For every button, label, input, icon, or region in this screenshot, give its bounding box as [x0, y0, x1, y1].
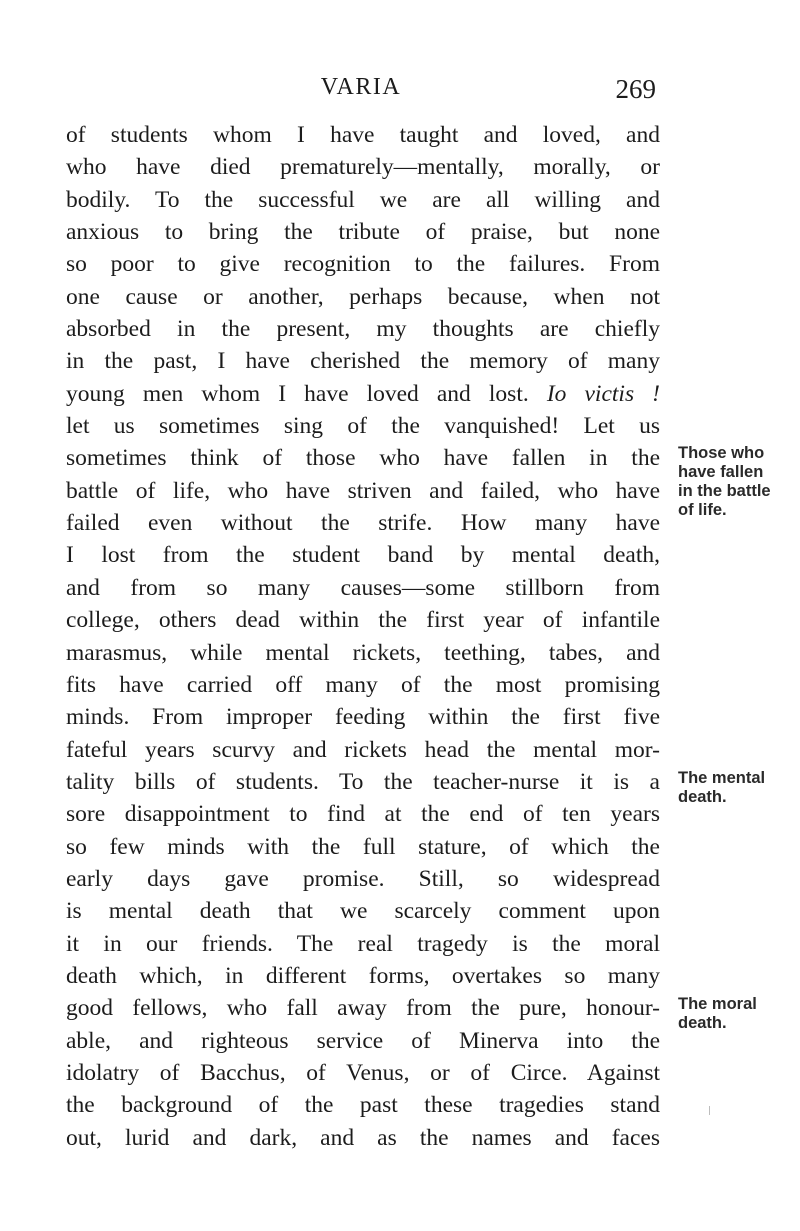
- margin-note-line: death.: [678, 1014, 727, 1032]
- main-text: [66, 119, 660, 1154]
- text-line: minds. From improper feeding within the first five: [66, 704, 660, 731]
- margin-note-line: Those who: [678, 444, 765, 462]
- margin-note-moral-death: [678, 995, 798, 1033]
- text-line: is mental death that we scarcely comment upon: [66, 898, 660, 925]
- margin-note-line: have fallen: [678, 463, 764, 481]
- text-line: who have died prematurely—mentally, morally, or: [66, 154, 660, 181]
- text-line: fits have carried off many of the most promising: [66, 671, 660, 698]
- text-line: early days gave promise. Still, so widespread: [66, 865, 660, 892]
- text-line: anxious to bring the tribute of praise, but none: [66, 219, 660, 246]
- margin-note-line: The moral: [678, 995, 757, 1013]
- text-line: able, and righteous service of Minerva into the: [66, 1027, 660, 1054]
- margin-note-line: The mental: [678, 769, 766, 787]
- running-title: VARIA: [320, 74, 402, 100]
- margin-note-mental-death: [678, 769, 798, 807]
- text-line: battle of life, who have striven and failed, who have: [66, 477, 660, 504]
- text-line: it in our friends. The real tragedy is the moral: [66, 930, 660, 957]
- margin-note-line: in the battle: [678, 482, 771, 500]
- text-line: good fellows, who fall away from the pure, honour-: [66, 995, 660, 1022]
- text-line: of students whom I have taught and loved, and: [66, 122, 660, 148]
- page-header: [66, 74, 656, 108]
- latin-phrase: Io victis !: [546, 380, 660, 407]
- text-line: college, others dead within the first year of infantile: [66, 607, 660, 634]
- text-line: idolatry of Bacchus, of Venus, or of Circe. Against: [66, 1059, 660, 1086]
- text-line: let us sometimes sing of the vanquished! Let us: [66, 413, 660, 440]
- margin-note-line: death.: [678, 788, 727, 806]
- text-line: death which, in different forms, overtakes so many: [66, 962, 660, 989]
- page-number: 269: [615, 74, 656, 104]
- text-line: the background of the past these tragedies stand: [66, 1092, 660, 1119]
- text-line: failed even without the strife. How many have: [66, 510, 660, 537]
- text-line: sometimes think of those who have fallen in the: [66, 445, 660, 472]
- text-line: in the past, I have cherished the memory of many: [66, 348, 660, 375]
- text-line: and from so many causes—some stillborn from: [66, 574, 660, 601]
- text-line: I lost from the student band by mental death,: [66, 542, 660, 569]
- text-line: sore disappointment to find at the end of ten years: [66, 801, 660, 828]
- text-line: tality bills of students. To the teacher-nurse it is a: [66, 768, 660, 795]
- text-line-with-latin: [66, 378, 660, 410]
- text-fragment: young men whom I have loved and lost.: [66, 380, 529, 407]
- text-line: fateful years scurvy and rickets head the mental mor-: [66, 736, 660, 763]
- margin-note-line: of life.: [678, 501, 727, 519]
- text-line: bodily. To the successful we are all willing and: [66, 186, 660, 213]
- text-line: marasmus, while mental rickets, teething, tabes, and: [66, 639, 660, 666]
- margin-note-those-who-have-fallen: [678, 444, 798, 520]
- text-line: absorbed in the present, my thoughts are chiefly: [66, 316, 660, 343]
- text-line: so poor to give recognition to the failures. From: [66, 251, 660, 278]
- ink-mark: [709, 1106, 710, 1115]
- text-line: out, lurid and dark, and as the names and faces: [66, 1124, 660, 1151]
- text-line: so few minds with the full stature, of which the: [66, 833, 660, 860]
- text-line: one cause or another, perhaps because, when not: [66, 283, 660, 310]
